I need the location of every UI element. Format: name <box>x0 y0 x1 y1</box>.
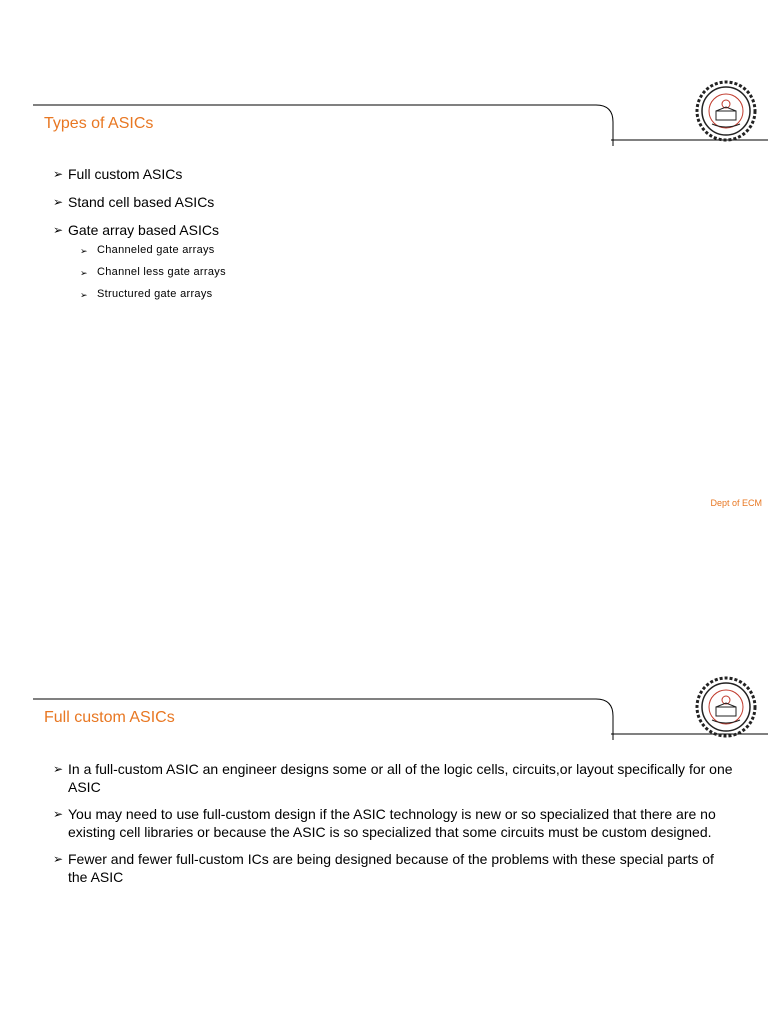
college-emblem-logo <box>695 80 757 142</box>
sub-list-item: ➢ Channel less gate arrays <box>80 266 226 278</box>
arrow-bullet-icon: ➢ <box>80 290 88 300</box>
arrow-bullet-icon: ➢ <box>53 223 64 237</box>
sub-list-item: ➢ Channeled gate arrays <box>80 244 215 256</box>
sub-list-item: ➢ Structured gate arrays <box>80 288 213 300</box>
list-item: ➢ Stand cell based ASICs <box>53 194 215 210</box>
arrow-bullet-icon: ➢ <box>80 268 88 278</box>
list-item: ➢ You may need to use full-custom design if the ASIC technology is new or so specialized that there are no existing cell libraries or because the ASIC is so specialized that some circuits must be custom designed. <box>53 806 716 840</box>
slide-title: Full custom ASICs <box>44 709 175 726</box>
bullet-list <box>53 165 226 311</box>
slide-1 <box>0 98 768 518</box>
list-item: ➢ Full custom ASICs <box>53 166 183 182</box>
slide-title: Types of ASICs <box>44 115 154 132</box>
arrow-bullet-icon: ➢ <box>53 807 64 821</box>
arrow-bullet-icon: ➢ <box>53 167 64 181</box>
arrow-bullet-icon: ➢ <box>53 195 64 209</box>
sub-bullet-list <box>80 243 231 301</box>
arrow-bullet-icon: ➢ <box>53 762 64 776</box>
bullet-list <box>53 760 733 895</box>
list-item: ➢ Gate array based ASICs ➢ Channeled gate arrays ➢ Channel less gate arrays ➢ Structured gate arrays <box>53 221 219 301</box>
slide-2 <box>0 692 768 1012</box>
list-item: ➢ In a full-custom ASIC an engineer designs some or all of the logic cells, circuits,or layout specifically for one ASIC <box>53 761 733 795</box>
list-item: ➢ Fewer and fewer full-custom ICs are being designed because of the problems with these special parts of the ASIC <box>53 851 714 885</box>
arrow-bullet-icon: ➢ <box>80 246 88 256</box>
arrow-bullet-icon: ➢ <box>53 852 64 866</box>
college-emblem-logo <box>695 676 757 738</box>
footer-dept: Dept of ECM <box>710 498 762 508</box>
